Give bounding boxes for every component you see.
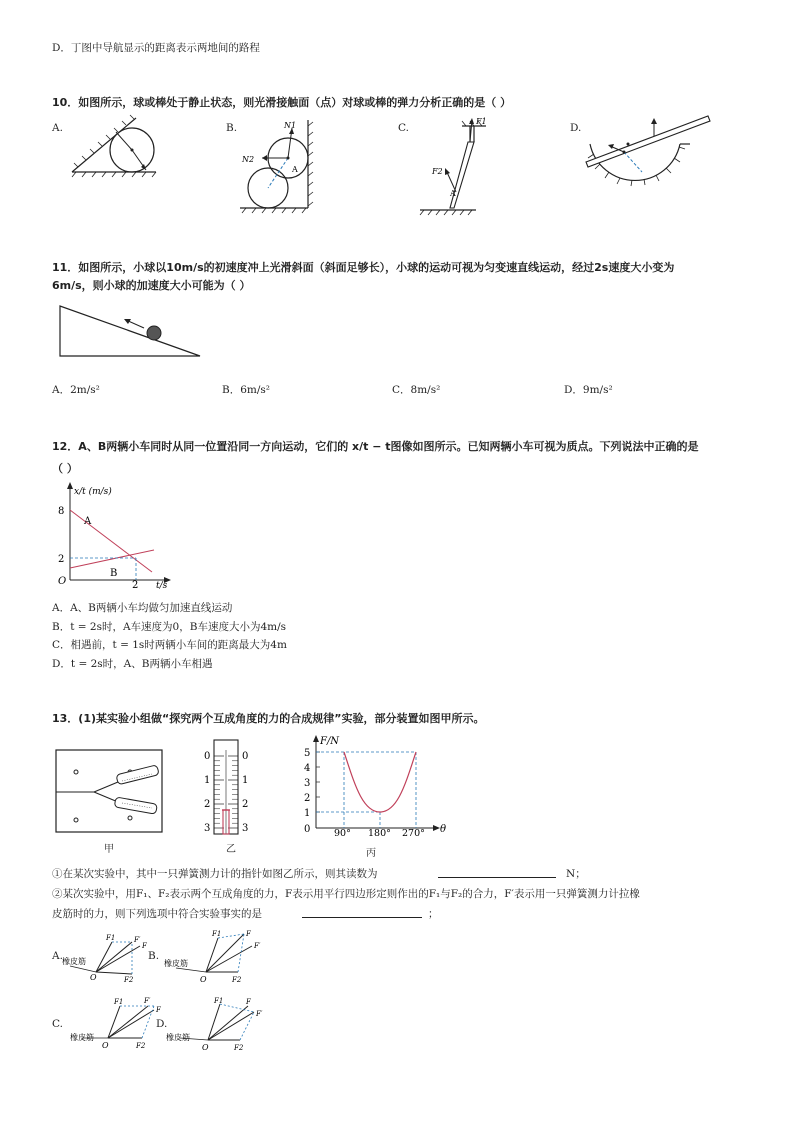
- q11-option-c[interactable]: C．8m/s²: [392, 384, 441, 396]
- opt-c-f1: F1: [114, 998, 124, 1006]
- opt-b-origin: O: [200, 975, 207, 984]
- fig-c-label-a: A: [450, 189, 456, 198]
- fig-b-label-n2: N2: [242, 155, 255, 164]
- q13-label-yi: 乙: [226, 844, 236, 855]
- opt-c-rubber: 橡皮筋: [70, 1033, 94, 1042]
- q12-option-c[interactable]: C．相遇前，t = 1s时两辆小车间的距离最大为4m: [52, 639, 287, 651]
- opt-d-fp: F′: [256, 1010, 263, 1018]
- q10-stem: 10．如图所示，球或棒处于静止状态，则光滑接触面（点）对球或棒的弹力分析正确的是（ ）: [52, 96, 512, 109]
- q12-origin: O: [58, 576, 67, 587]
- q12-option-d[interactable]: D．t = 2s时，A、B两辆小车相遇: [52, 658, 213, 670]
- opt-c-origin: O: [102, 1041, 109, 1050]
- q10-figure-b: [236, 116, 326, 214]
- q13-graph-ytick-4: 4: [304, 763, 311, 774]
- q13-stem: 13．(1)某实验小组做“探究两个互成角度的力的合成规律”实验，部分装置如图甲所示。: [52, 712, 485, 725]
- opt-a-f1: F1: [106, 934, 116, 942]
- opt-d-origin: O: [202, 1043, 209, 1052]
- q13-sub1-text: ①在某次实验中，其中一只弹簧测力计的指针如图乙所示，则其读数为: [52, 868, 378, 880]
- q13-graph-xtick-270: 270°: [402, 828, 425, 836]
- opt-c-f: F: [156, 1006, 161, 1014]
- q13-graph-ytick-3: 3: [304, 778, 311, 789]
- q10-option-a[interactable]: A.: [52, 122, 63, 134]
- q13-sub2-end: ；: [428, 908, 439, 920]
- scale-tick-3-left: 3: [204, 823, 211, 834]
- q13-option-d-figure: [164, 994, 270, 1054]
- opt-d-f1: F1: [214, 997, 224, 1005]
- q13-graph-ytick-5: 5: [304, 748, 311, 759]
- q13-graph-ylabel: F/N: [320, 736, 340, 747]
- fig-c-label-f2: F2: [432, 167, 443, 176]
- q12-graph: [52, 480, 182, 590]
- q13-label-jia: 甲: [104, 844, 114, 855]
- q13-sub2-line1: ②某次实验中，用F₁、F₂表示两个互成角度的力，F表示用平行四边形定则作出的F₁与F₂的合力，F′表示用一只弹簧测力计拉橡: [52, 888, 640, 900]
- scale-tick-1-right: 1: [242, 775, 249, 786]
- scale-tick-3-right: 3: [242, 823, 249, 834]
- q12-line-a-label: A: [84, 516, 92, 527]
- q12-ytick-8: 8: [58, 506, 65, 517]
- opt-a-fp: F′: [134, 936, 141, 944]
- q13-graph-origin: 0: [304, 824, 311, 835]
- opt-b-f1: F1: [212, 930, 222, 938]
- q13-graph-ytick-1: 1: [304, 808, 311, 819]
- scale-tick-1-left: 1: [204, 775, 211, 786]
- q13-option-b[interactable]: B.: [148, 950, 160, 962]
- q13-option-a[interactable]: A.: [52, 950, 63, 962]
- q11-option-a[interactable]: A．2m/s²: [52, 384, 100, 396]
- q13-option-c-figure: [68, 994, 164, 1052]
- opt-a-f: F: [142, 942, 147, 950]
- q12-ytick-2: 2: [58, 554, 65, 565]
- q10-option-b[interactable]: B.: [226, 122, 238, 134]
- opt-b-fp: F′: [254, 942, 261, 950]
- fig-b-label-a: A: [292, 165, 298, 174]
- q13-graph-xtick-90: 90°: [334, 828, 351, 836]
- q13-option-c[interactable]: C.: [52, 1018, 63, 1030]
- q11-incline-figure: [56, 304, 206, 362]
- q12-xtick-2: 2: [132, 580, 139, 590]
- q13-label-bing: 丙: [366, 848, 376, 859]
- q13-option-a-figure: [60, 930, 152, 986]
- opt-a-f2: F2: [124, 976, 134, 984]
- fig-c-label-f1: F1: [476, 117, 487, 126]
- q13-option-d[interactable]: D.: [156, 1018, 168, 1030]
- scale-tick-2-right: 2: [242, 799, 249, 810]
- q13-graph-ytick-2: 2: [304, 793, 311, 804]
- q13-figure-yi: [196, 736, 266, 838]
- opt-d-f: F: [246, 998, 251, 1006]
- opt-b-rubber: 橡皮筋: [164, 959, 188, 968]
- q11-option-b[interactable]: B．6m/s²: [222, 384, 270, 396]
- q13-sub1-unit: N；: [566, 868, 586, 880]
- q10-figure-d: [582, 114, 714, 188]
- opt-d-f2: F2: [234, 1044, 244, 1052]
- q10-option-c[interactable]: C.: [398, 122, 409, 134]
- opt-a-rubber: 橡皮筋: [62, 957, 86, 966]
- opt-d-rubber: 橡皮筋: [166, 1033, 190, 1042]
- q10-figure-c: [412, 114, 492, 220]
- q11-stem-line1: 11．如图所示，小球以10m/s的初速度冲上光滑斜面（斜面足够长），小球的运动可视为匀变速直线运动，经过2s速度大小变为: [52, 261, 675, 274]
- q12-stem-line2: （ ）: [52, 462, 78, 475]
- scale-tick-2-left: 2: [204, 799, 211, 810]
- q13-figure-bing: [296, 732, 450, 836]
- q12-option-b[interactable]: B．t = 2s时，A车速度为0，B车速度大小为4m/s: [52, 621, 287, 633]
- opt-c-fp: F′: [144, 997, 151, 1005]
- q12-ylabel: x/t (m/s): [74, 487, 112, 497]
- q12-line-b-label: B: [110, 568, 118, 579]
- q12-xlabel: t/s: [156, 581, 168, 590]
- fig-b-label-n1: N1: [284, 121, 297, 130]
- q13-sub1-answer-blank[interactable]: [438, 866, 556, 878]
- q13-graph-xlabel: θ: [440, 824, 447, 835]
- q13-option-b-figure: [162, 926, 268, 986]
- scale-tick-0-left: 0: [204, 751, 211, 762]
- q10-figure-a: [66, 112, 162, 180]
- q13-sub2-answer-blank[interactable]: [302, 906, 422, 918]
- q13-graph-xtick-180: 180°: [368, 828, 391, 836]
- q10-option-d[interactable]: D.: [570, 122, 582, 134]
- opt-c-f2: F2: [136, 1042, 146, 1050]
- q13-figure-jia: [54, 748, 166, 834]
- q12-option-a[interactable]: A．A、B两辆小车均做匀加速直线运动: [52, 602, 233, 614]
- q12-stem-line1: 12．A、B两辆小车同时从同一位置沿同一方向运动，它们的 x/t − t图像如图所示。已知两辆小车可视为质点。下列说法中正确的是: [52, 440, 699, 453]
- opt-b-f2: F2: [232, 976, 242, 984]
- scale-tick-0-right: 0: [242, 751, 249, 762]
- opt-b-f: F: [246, 930, 251, 938]
- opt-a-origin: O: [90, 973, 97, 982]
- q11-stem-line2: 6m/s，则小球的加速度大小可能为（ ）: [52, 279, 251, 292]
- q13-sub2-line2: 皮筋时的力，则下列选项中符合实验事实的是: [52, 908, 262, 920]
- q9-option-d: D．丁图中导航显示的距离表示两地间的路程: [52, 42, 260, 54]
- q11-option-d[interactable]: D．9m/s²: [564, 384, 613, 396]
